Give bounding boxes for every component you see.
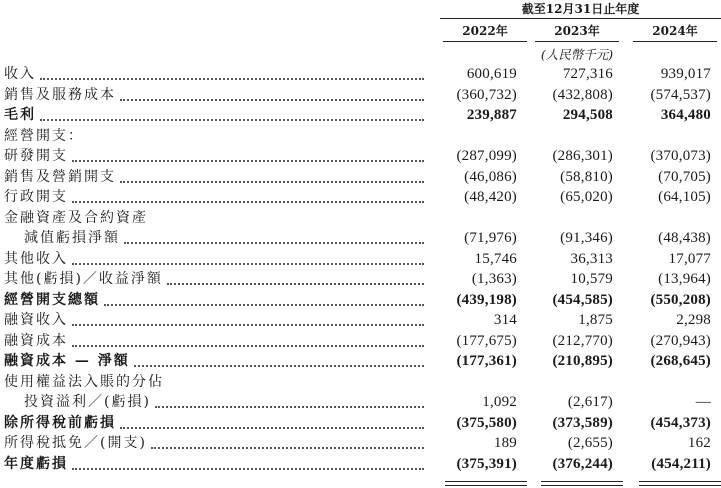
value-cell: 1,875 xyxy=(578,312,613,328)
value-cell: (550,208) xyxy=(650,291,711,308)
value-cell: (64,105) xyxy=(658,189,711,205)
double-rule-2024 xyxy=(639,481,721,486)
value-cell: (210,895) xyxy=(552,353,613,369)
value-cell: 162 xyxy=(687,435,711,451)
value-cell: (360,732) xyxy=(456,86,517,103)
row-label: 融資成本 xyxy=(4,332,68,349)
table-row xyxy=(0,310,721,331)
table-row xyxy=(0,146,721,167)
value-cell: (91,346) xyxy=(560,230,613,246)
value-cell: 1,092 xyxy=(482,394,517,410)
table-row xyxy=(0,167,721,188)
year-header-2023: 2023年 xyxy=(535,24,619,42)
row-label: 減值虧損淨額 xyxy=(24,230,120,246)
value-cell: 189 xyxy=(493,435,517,451)
value-cell: 36,313 xyxy=(570,250,613,267)
value-cell: (432,808) xyxy=(552,86,613,103)
table-row xyxy=(0,290,721,311)
value-cell: — xyxy=(695,394,711,410)
value-cell: (373,589) xyxy=(552,414,613,431)
value-cell: (270,943) xyxy=(650,332,711,349)
table-row xyxy=(0,269,721,290)
value-cell: 727,316 xyxy=(562,66,613,82)
row-label: 金融資產及合約資產 xyxy=(4,209,148,226)
dot-leader xyxy=(124,242,424,244)
value-cell: (454,211) xyxy=(651,455,711,472)
value-cell: (2,617) xyxy=(567,394,613,410)
table-row xyxy=(0,228,721,249)
row-label: 年度虧損 xyxy=(4,455,68,472)
dot-leader xyxy=(167,283,424,285)
value-cell: (58,810) xyxy=(560,168,613,185)
double-rule-2022 xyxy=(445,481,527,486)
table-row xyxy=(0,105,721,126)
value-cell: (376,244) xyxy=(552,455,613,472)
table-row xyxy=(0,85,721,106)
value-cell: (177,675) xyxy=(456,332,517,349)
value-cell: (71,976) xyxy=(464,230,517,246)
table-row xyxy=(0,64,721,85)
value-cell: (48,438) xyxy=(658,230,711,246)
value-cell: (1,363) xyxy=(471,271,517,287)
table-row xyxy=(0,331,721,352)
value-cell: (70,705) xyxy=(658,168,711,185)
row-label: 除所得稅前虧損 xyxy=(4,414,116,431)
table-row xyxy=(0,249,721,270)
value-cell: (177,361) xyxy=(456,353,517,369)
dot-leader xyxy=(120,181,424,183)
value-cell: (574,537) xyxy=(650,86,711,103)
value-cell: (375,580) xyxy=(456,414,517,431)
value-cell: 10,579 xyxy=(570,271,613,287)
row-label: 經營開支： xyxy=(4,127,84,144)
value-cell: 15,746 xyxy=(474,250,517,267)
value-cell: (2,655) xyxy=(567,435,613,451)
income-statement-rows xyxy=(0,64,721,474)
table-row xyxy=(0,187,721,208)
table-row xyxy=(0,433,721,454)
row-label: 毛利 xyxy=(4,107,36,123)
dot-leader xyxy=(40,78,424,80)
year-header-2024: 2024年 xyxy=(633,24,717,42)
value-cell: (65,020) xyxy=(560,189,613,205)
value-cell: (212,770) xyxy=(552,332,613,349)
table-row xyxy=(0,351,721,372)
value-cell: 364,480 xyxy=(660,107,711,123)
dot-leader xyxy=(72,160,424,162)
table-row xyxy=(0,392,721,413)
row-label: 融資成本 — 淨額 xyxy=(4,353,130,369)
table-row xyxy=(0,413,721,434)
value-cell: (454,585) xyxy=(552,291,613,308)
dot-leader xyxy=(120,99,424,101)
value-cell: 239,887 xyxy=(466,107,517,123)
value-cell: (287,099) xyxy=(456,148,517,164)
row-label: 銷售及營銷開支 xyxy=(4,168,116,185)
value-cell: 17,077 xyxy=(668,250,711,267)
row-label: 銷售及服務成本 xyxy=(4,86,116,103)
value-cell: (439,198) xyxy=(456,291,517,308)
double-rule-2023 xyxy=(541,481,623,486)
row-label: 融資收入 xyxy=(4,312,68,328)
value-cell: (46,086) xyxy=(464,168,517,185)
value-cell: 2,298 xyxy=(676,312,711,328)
value-cell: (286,301) xyxy=(552,148,613,164)
row-label: 使用權益法入賬的分佔 xyxy=(4,373,164,390)
row-label: 收入 xyxy=(4,66,36,82)
dot-leader xyxy=(120,427,424,429)
row-label: 所得稅抵免／(開支) xyxy=(4,435,147,451)
value-cell: 294,508 xyxy=(562,107,613,123)
dot-leader xyxy=(72,263,424,265)
dot-leader xyxy=(72,345,424,347)
value-cell: 939,017 xyxy=(660,66,711,82)
row-label: 研發開支 xyxy=(4,148,68,164)
dot-leader xyxy=(72,324,424,326)
unit-label: (人民幣千元) xyxy=(540,47,614,62)
dot-leader xyxy=(40,119,424,121)
table-row xyxy=(0,126,721,147)
value-cell: (375,391) xyxy=(456,455,517,472)
row-label: 其他(虧損)／收益淨額 xyxy=(4,271,163,287)
table-row xyxy=(0,454,721,475)
value-cell: (13,964) xyxy=(658,271,711,287)
row-label: 經營開支總額 xyxy=(4,291,100,308)
dot-leader xyxy=(155,406,424,408)
dot-leader xyxy=(72,201,424,203)
value-cell: (268,645) xyxy=(650,353,711,369)
year-header-2022: 2022年 xyxy=(443,24,527,42)
row-label: 投資溢利／(虧損) xyxy=(24,394,151,410)
value-cell: (48,420) xyxy=(464,189,517,205)
dot-leader xyxy=(134,365,424,367)
dot-leader xyxy=(72,468,424,470)
period-header: 截至12月31日止年度 xyxy=(440,2,721,19)
value-cell: 314 xyxy=(493,312,517,328)
value-cell: (454,373) xyxy=(650,414,711,431)
value-cell: 600,619 xyxy=(466,66,517,82)
value-cell: (370,073) xyxy=(650,148,711,164)
table-row xyxy=(0,372,721,393)
dot-leader xyxy=(104,304,424,306)
row-label: 行政開支 xyxy=(4,189,68,205)
table-row xyxy=(0,208,721,229)
row-label: 其他收入 xyxy=(4,250,68,267)
dot-leader xyxy=(151,447,424,449)
